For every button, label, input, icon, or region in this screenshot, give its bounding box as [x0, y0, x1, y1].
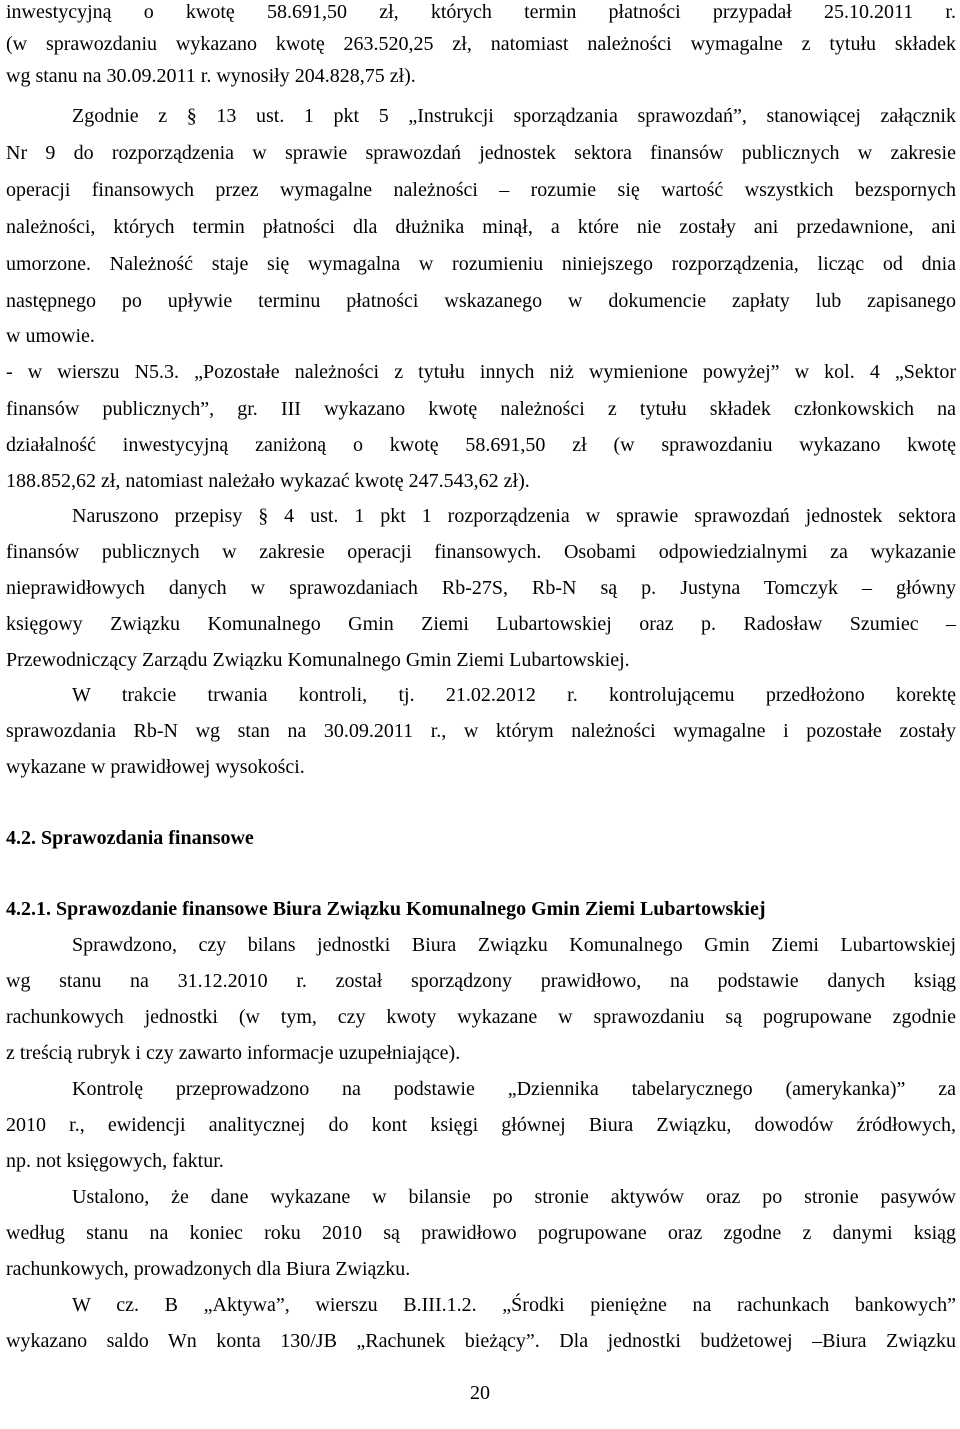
text-line: np. not księgowych, faktur.	[6, 1150, 224, 1172]
text-line: operacji finansowych przez wymagalne należności – rozumie się wartość wszystkich bezspornych	[6, 179, 956, 201]
text-line: Kontrolę przeprowadzono na podstawie „Dziennika tabelarycznego (amerykanka)” za	[72, 1078, 956, 1100]
text-line: z treścią rubryk i czy zawarto informacje uzupełniające).	[6, 1042, 461, 1064]
text-line: umorzone. Należność staje się wymagalna w rozumieniu niniejszego rozporządzenia, licząc od dnia	[6, 253, 956, 275]
page-number: 20	[470, 1382, 490, 1404]
text-line: wg stanu na 31.12.2010 r. został sporządzony prawidłowo, na podstawie danych ksiąg	[6, 970, 956, 992]
text-line: rachunkowych jednostki (w tym, czy kwoty wykazane w sprawozdaniu są pogrupowane zgodnie	[6, 1006, 956, 1028]
text-line: następnego po upływie terminu płatności wskazanego w dokumencie zapłaty lub zapisanego	[6, 290, 956, 312]
text-line: W trakcie trwania kontroli, tj. 21.02.2012 r. kontrolującemu przedłożono korektę	[72, 684, 956, 706]
text-line: Sprawdzono, czy bilans jednostki Biura Związku Komunalnego Gmin Ziemi Lubartowskiej	[72, 934, 956, 956]
text-line: (w sprawozdaniu wykazano kwotę 263.520,25 zł, natomiast należności wymagalne z tytułu składek	[6, 33, 956, 55]
text-line: nieprawidłowych danych w sprawozdaniach Rb-27S, Rb-N są p. Justyna Tomczyk – główny	[6, 577, 956, 599]
text-line: 188.852,62 zł, natomiast należało wykazać kwotę 247.543,62 zł).	[6, 470, 530, 492]
text-line: 2010 r., ewidencji analitycznej do kont księgi głównej Biura Związku, dowodów źródłowych,	[6, 1114, 956, 1136]
text-line: księgowy Związku Komunalnego Gmin Ziemi Lubartowskiej oraz p. Radosław Szumiec –	[6, 613, 956, 635]
text-line: działalność inwestycyjną zaniżoną o kwotę 58.691,50 zł (w sprawozdaniu wykazano kwotę	[6, 434, 956, 456]
subsection-heading: 4.2.1. Sprawozdanie finansowe Biura Związku Komunalnego Gmin Ziemi Lubartowskiej	[6, 898, 766, 920]
text-line: wg stanu na 30.09.2011 r. wynosiły 204.828,75 zł).	[6, 65, 416, 87]
text-line: Nr 9 do rozporządzenia w sprawie sprawozdań jednostek sektora finansów publicznych w zakresie	[6, 142, 956, 164]
text-line: należności, których termin płatności dla dłużnika minął, a które nie zostały ani przedawnione, ani	[6, 216, 956, 238]
text-line: finansów publicznych w zakresie operacji finansowych. Osobami odpowiedzialnymi za wykazanie	[6, 541, 956, 563]
text-line: wykazane w prawidłowej wysokości.	[6, 756, 305, 778]
text-line: Naruszono przepisy § 4 ust. 1 pkt 1 rozporządzenia w sprawie sprawozdań jednostek sektora	[72, 505, 956, 527]
text-line: w umowie.	[6, 325, 95, 347]
text-line: wykazano saldo Wn konta 130/JB „Rachunek bieżący”. Dla jednostki budżetowej –Biura Związku	[6, 1330, 956, 1352]
section-heading: 4.2. Sprawozdania finansowe	[6, 827, 254, 849]
text-line: - w wierszu N5.3. „Pozostałe należności z tytułu innych niż wymienione powyżej” w kol. 4 „Sektor	[6, 361, 956, 383]
text-line: Ustalono, że dane wykazane w bilansie po stronie aktywów oraz po stronie pasywów	[72, 1186, 956, 1208]
text-line: finansów publicznych”, gr. III wykazano kwotę należności z tytułu składek członkowskich na	[6, 398, 956, 420]
text-line: według stanu na koniec roku 2010 są prawidłowo pogrupowane oraz zgodne z danymi ksiąg	[6, 1222, 956, 1244]
text-line: inwestycyjną o kwotę 58.691,50 zł, których termin płatności przypadał 25.10.2011 r.	[6, 1, 956, 23]
text-line: sprawozdania Rb-N wg stan na 30.09.2011 r., w którym należności wymagalne i pozostałe zostały	[6, 720, 956, 742]
text-line: rachunkowych, prowadzonych dla Biura Związku.	[6, 1258, 411, 1280]
text-line: W cz. B „Aktywa”, wierszu B.III.1.2. „Środki pieniężne na rachunkach bankowych”	[72, 1294, 956, 1316]
text-line: Przewodniczący Zarządu Związku Komunalnego Gmin Ziemi Lubartowskiej.	[6, 649, 630, 671]
text-line: Zgodnie z § 13 ust. 1 pkt 5 „Instrukcji sporządzania sprawozdań”, stanowiącej załącznik	[72, 105, 956, 127]
